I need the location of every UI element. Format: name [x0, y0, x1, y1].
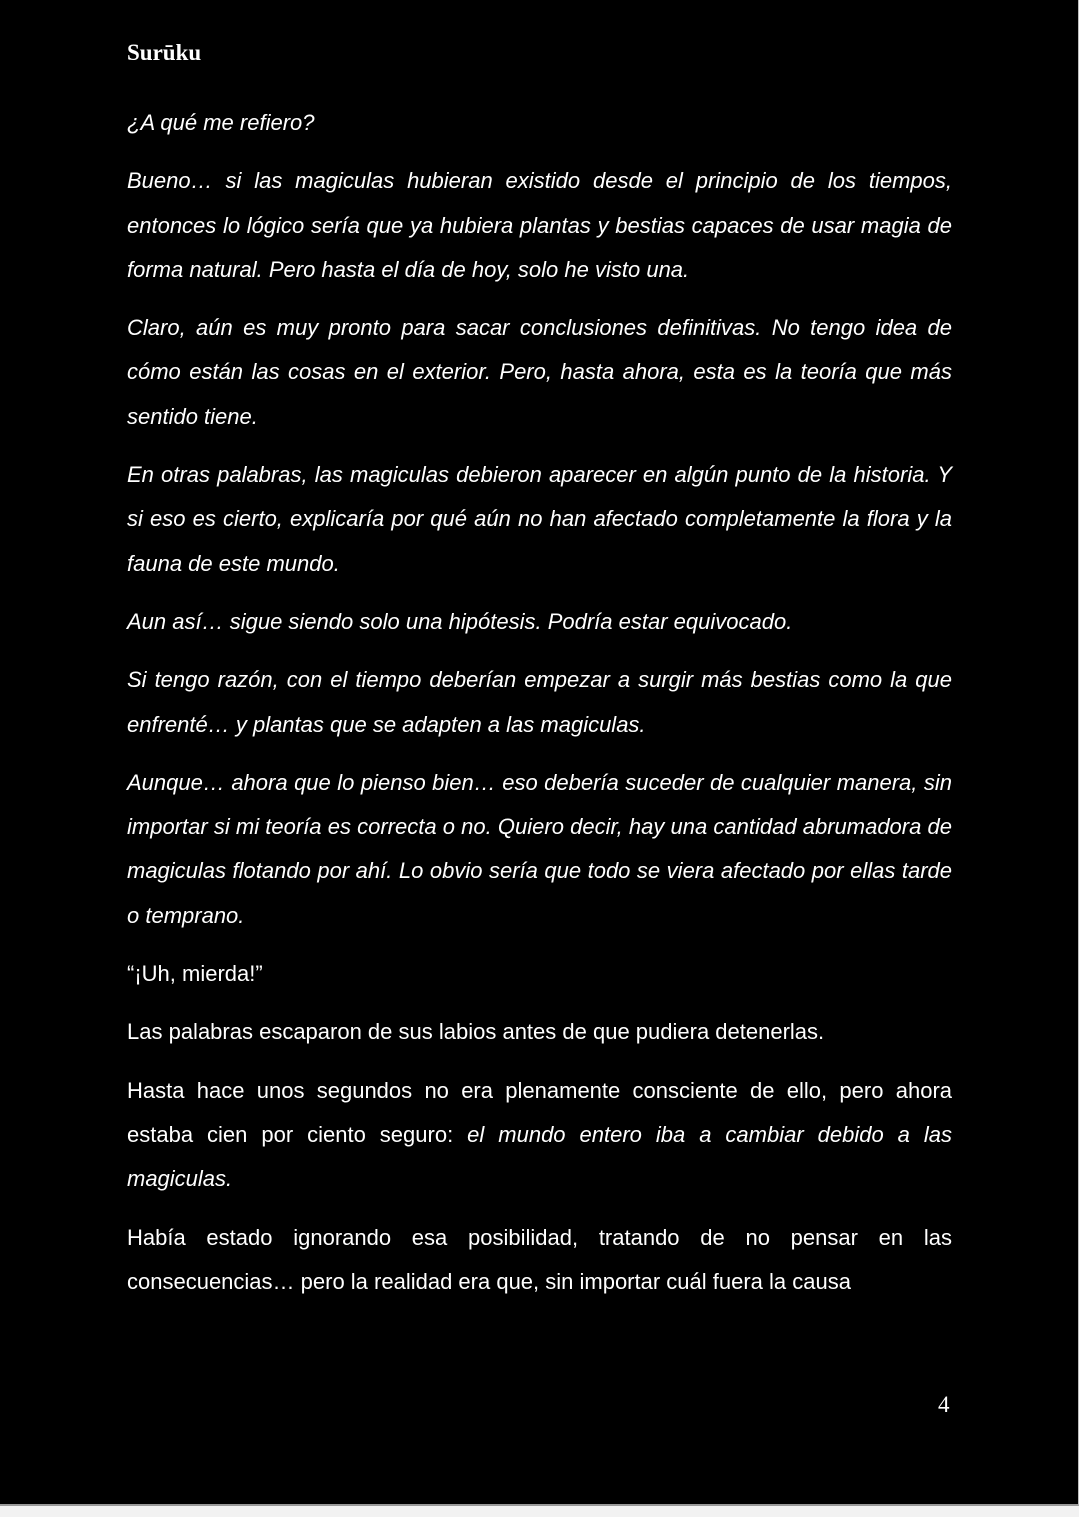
dialogue-paragraph: “¡Uh, mierda!”	[127, 961, 263, 987]
paragraph: En otras palabras, las magiculas debieron aparecer en algún punto de la historia. Y si eso es cierto, explicaría por qué aún no han afectado completamente la flora y la fauna de este mundo.	[127, 462, 952, 576]
paragraph: Si tengo razón, con el tiempo deberían empezar a surgir más bestias como la que enfrenté… y plantas que se adapten a las magiculas.	[127, 667, 952, 737]
paragraph: Aunque… ahora que lo pienso bien… eso debería suceder de cualquier manera, sin importar si mi teoría es correcta o no. Quiero decir, hay una cantidad abrumadora de magiculas flotando por ahí. Lo obvio sería que todo se viera afectado por ellas tarde o temprano.	[127, 769, 952, 928]
paragraph	[127, 1069, 952, 1202]
paragraph: Aun así… sigue siendo solo una hipótesis. Podría estar equivocado.	[127, 608, 793, 634]
paragraph: Claro, aún es muy pronto para sacar conclusiones definitivas. No tengo idea de cómo están las cosas en el exterior. Pero, hasta ahora, esta es la teoría que más sentido tiene.	[127, 315, 952, 429]
paragraph: Bueno… si las magiculas hubieran existido desde el principio de los tiempos, entonces lo lógico sería que ya hubiera plantas y bestias capaces de usar magia de forma natural. Pero hasta el día de hoy, solo he visto una.	[127, 168, 952, 282]
paragraph-normal-text: Hasta hace unos segundos no era plenamente consciente de ello, pero ahora estaba cien por ciento seguro:	[127, 1077, 952, 1147]
page-body	[127, 101, 952, 1318]
page-number: 4	[938, 1392, 950, 1417]
paragraph-emphasis-text: el mundo entero iba a cambiar debido a las magiculas.	[127, 1121, 952, 1192]
paragraph: ¿A qué me refiero?	[127, 110, 315, 135]
running-header-title: Surūku	[127, 40, 202, 65]
paragraph: Había estado ignorando esa posibilidad, tratando de no pensar en las consecuencias… pero la realidad era que, sin importar cuál fuera la causa	[127, 1224, 952, 1294]
paragraph: Las palabras escaparon de sus labios antes de que pudiera detenerlas.	[127, 1019, 825, 1045]
